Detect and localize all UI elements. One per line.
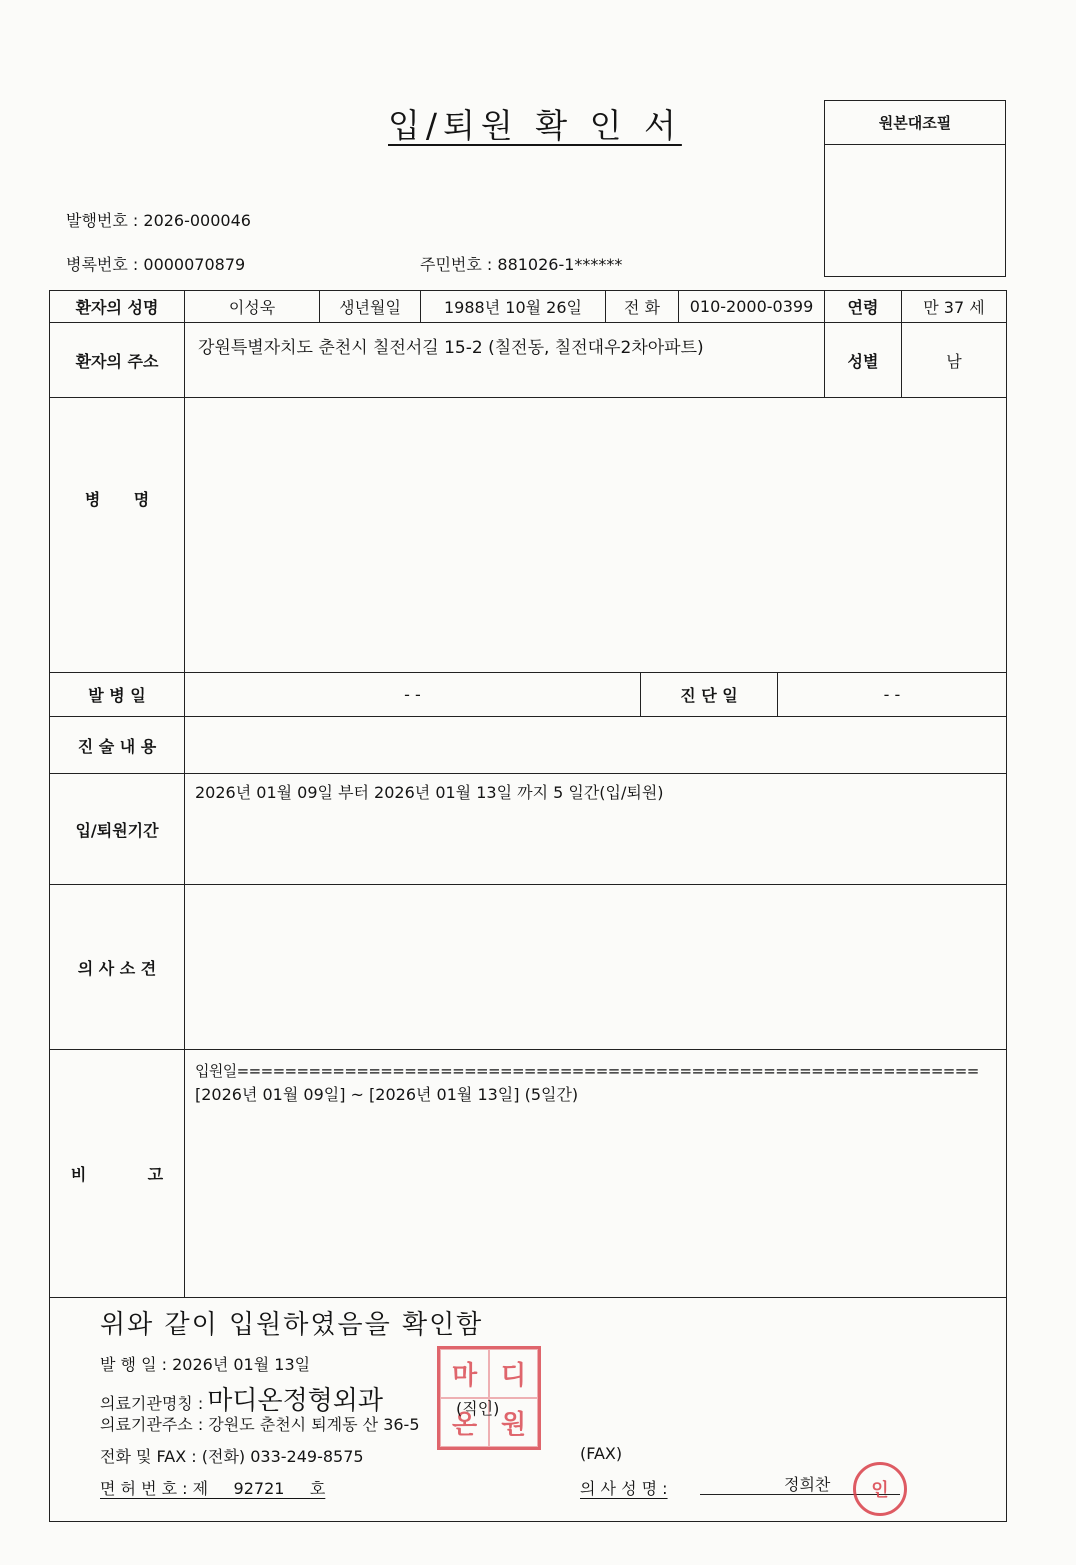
license-number: 면 허 번 호 : 제 92721 호 bbox=[100, 1479, 326, 1498]
patient-name-label: 환자의 성명 bbox=[75, 298, 159, 317]
opinion-label: 의 사 소 견 bbox=[77, 958, 157, 978]
statement-label: 진 술 내 용 bbox=[77, 736, 157, 756]
seal-note: (직인) bbox=[456, 1399, 500, 1418]
original-verified-box bbox=[824, 100, 1006, 277]
period-label: 입/퇴원기간 bbox=[75, 820, 159, 840]
remarks-admission-line: 입원일============================================================== bbox=[195, 1062, 979, 1080]
onset-value: - - bbox=[404, 685, 421, 704]
period-value: 2026년 01월 09일 부터 2026년 01월 13일 까지 5 일간(입/퇴원) bbox=[195, 783, 664, 802]
age-value: 만 37 세 bbox=[923, 298, 985, 317]
address-label: 환자의 주소 bbox=[75, 351, 159, 371]
doctor-seal: 인 bbox=[853, 1462, 907, 1516]
confirmation-statement: 위와 같이 입원하였음을 확인함 bbox=[100, 1310, 484, 1340]
phone-label: 전 화 bbox=[624, 298, 660, 317]
address-value: 강원특별자치도 춘천시 칠전서길 15-2 (칠전동, 칠전대우2차아파트) bbox=[198, 338, 704, 358]
original-verified-label: 원본대조필 bbox=[825, 101, 1005, 145]
document-title: 입/퇴원 확 인 서 bbox=[388, 106, 682, 145]
diagnosis-value: - - bbox=[883, 685, 901, 704]
phone-value: 010-2000-0399 bbox=[689, 297, 814, 316]
doctor-label: 의 사 성 명 : bbox=[580, 1479, 668, 1498]
dob-label: 생년월일 bbox=[339, 298, 401, 317]
fax-label: (FAX) bbox=[580, 1444, 623, 1463]
remarks-label: 비 고 bbox=[70, 1165, 164, 1184]
phone-fax: 전화 및 FAX : (전화) 033-249-8575 bbox=[100, 1447, 364, 1466]
institution-address: 의료기관주소 : 강원도 춘천시 퇴계동 산 36-5 bbox=[100, 1415, 420, 1434]
patient-name: 이성욱 bbox=[228, 298, 276, 317]
age-label: 연령 bbox=[847, 298, 879, 317]
issue-number: 발행번호 : 2026-000046 bbox=[66, 211, 251, 230]
institution-name-label: 의료기관명칭 : bbox=[100, 1394, 204, 1413]
disease-label: 병 명 bbox=[84, 489, 150, 509]
onset-label: 발 병 일 bbox=[88, 686, 146, 705]
record-number: 병록번호 : 0000070879 bbox=[66, 255, 246, 274]
doctor-name: 정희찬 bbox=[784, 1475, 831, 1494]
issue-date: 발 행 일 : 2026년 01월 13일 bbox=[100, 1355, 311, 1374]
diagnosis-label: 진 단 일 bbox=[680, 686, 738, 705]
institution-seal: 마 디 온 원 bbox=[437, 1346, 541, 1450]
resident-number: 주민번호 : 881026-1****** bbox=[420, 255, 623, 274]
sex-label: 성별 bbox=[847, 351, 879, 371]
sex-value: 남 bbox=[946, 351, 962, 371]
dob-value: 1988년 10월 26일 bbox=[444, 298, 582, 317]
institution-name: 마디온정형외과 bbox=[207, 1386, 384, 1416]
remarks-period-line: [2026년 01월 09일] ~ [2026년 01월 13일] (5일간) bbox=[195, 1085, 579, 1104]
